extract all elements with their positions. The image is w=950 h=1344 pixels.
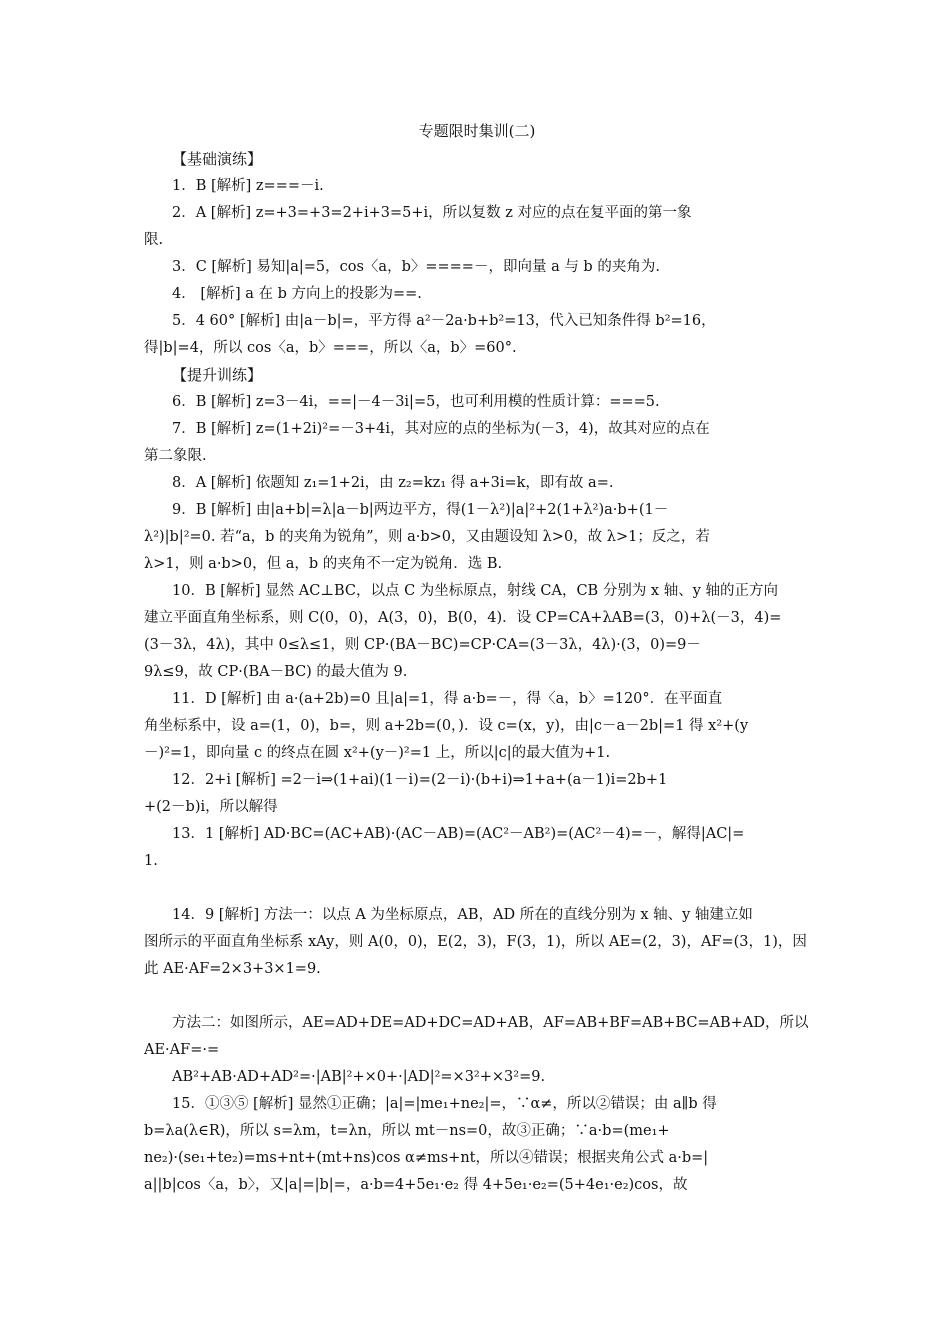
blank-spacer [144, 983, 810, 1010]
text-line: 角坐标系中，设 a=(1，0)，b=，则 a+2b=(0，)．设 c=(x，y)，由|c－a－2b|=1 得 x²+(y [144, 718, 749, 734]
section-heading: 【提升训练】 [172, 366, 263, 384]
text-line: 图所示的平面直角坐标系 xAy，则 A(0，0)，E(2，3)，F(3，1)，所以 AE=(2，3)，AF=(3，1)，因 [144, 934, 807, 950]
text-line: 方法二：如图所示，AE=AD+DE=AD+DC=AD+AB，AF=AB+BF=AB+BC=AB+AD，所以 [172, 1015, 809, 1031]
text-line: AE·AF=·= [144, 1042, 220, 1058]
text-line: λ²)|b|²=0. 若“a，b 的夹角为锐角”，则 a·b>0，又由题设知 λ>0，故 λ>1；反之，若 [144, 529, 710, 545]
text-line: λ>1，则 a·b>0，但 a，b 的夹角不一定为锐角．选 B. [144, 556, 503, 572]
section-heading: 【基础演练】 [172, 150, 263, 168]
text-line: 15．①③⑤ [解析] 显然①正确；|a|=|me₁+ne₂|=，∵α≠，所以②错误；由 a∥b 得 [172, 1096, 717, 1112]
text-line: 限. [144, 232, 164, 248]
text-line: 9λ≤9，故 CP·(BA－BC) 的最大值为 9. [144, 664, 408, 680]
blank-spacer [144, 875, 810, 902]
text-line: 12．2+i [解析] =2－i⇒(1+ai)(1－i)=(2－i)·(b+i)⇒1+a+(a－1)i=2b+1 [172, 772, 668, 788]
text-line: －)²=1，即向量 c 的终点在圆 x²+(y－)²=1 上，所以|c|的最大值为+1. [144, 745, 611, 761]
text-line: +(2－b)i，所以解得 [144, 799, 278, 815]
text-line: (3－3λ，4λ)，其中 0≤λ≤1，则 CP·(BA－BC)=CP·CA=(3－3λ，4λ)·(3，0)=9－ [144, 637, 701, 653]
text-line: b=λa(λ∈R)，所以 s=λm，t=λn，所以 mt－ns=0，故③正确；∵a·b=(me₁+ [144, 1123, 670, 1139]
text-line: ne₂)·(se₁+te₂)=ms+nt+(mt+ns)cos α≠ms+nt，所以④错误；根据夹角公式 a·b=| [144, 1150, 709, 1166]
solution-content [144, 146, 810, 1199]
text-line: 14．9 [解析] 方法一：以点 A 为坐标原点，AB，AD 所在的直线分别为 x 轴、y 轴建立如 [172, 907, 753, 923]
text-line: 此 AE·AF=2×3+3×1=9. [144, 961, 321, 977]
text-line: a||b|cos〈a，b〉，又|a|=|b|=，a·b=4+5e₁·e₂ 得 4+5e₁·e₂=(5+4e₁·e₂)cos，故 [144, 1177, 688, 1193]
text-line: 第二象限. [144, 448, 207, 464]
text-line: 13．1 [解析] AD·BC=(AC+AB)·(AC－AB)=(AC²－AB²)=(AC²－4)=－，解得|AC|= [172, 826, 745, 842]
document-body [144, 116, 810, 1199]
text-line: 11．D [解析] 由 a·(a+2b)=0 且|a|=1，得 a·b=－，得〈a，b〉=120°．在平面直 [172, 691, 723, 707]
text-line: 5．4 60° [解析] 由|a－b|=，平方得 a²－2a·b+b²=13，代入已知条件得 b²=16， [172, 313, 716, 329]
text-line: 3．C [解析] 易知|a|=5，cos〈a，b〉====－，即向量 a 与 b 的夹角为. [172, 259, 660, 275]
page-title: 专题限时集训(二) [418, 122, 536, 140]
text-line: 1. [144, 853, 158, 869]
text-line: 2．A [解析] z=+3=+3=2+i+3=5+i，所以复数 z 对应的点在复平面的第一象 [172, 205, 692, 221]
text-line: 1．B [解析] z===－i. [172, 178, 324, 194]
text-line: 4． [解析] a 在 b 方向上的投影为==. [172, 286, 422, 302]
text-line: 10．B [解析] 显然 AC⊥BC，以点 C 为坐标原点，射线 CA，CB 分别为 x 轴、y 轴的正方向 [172, 583, 779, 599]
text-line: 6．B [解析] z=3－4i，==|－4－3i|=5，也可利用模的性质计算：===5. [172, 394, 660, 410]
text-line: 得|b|=4，所以 cos〈a，b〉===，所以〈a，b〉=60°. [144, 340, 517, 356]
text-line: 8．A [解析] 依题知 z₁=1+2i，由 z₂=kz₁ 得 a+3i=k，即有故 a=. [172, 475, 614, 491]
text-line: AB²+AB·AD+AD²=·|AB|²+×0+·|AD|²=×3²+×3²=9. [172, 1069, 546, 1085]
text-line: 建立平面直角坐标系，则 C(0，0)，A(3，0)，B(0，4)．设 CP=CA+λAB=(3，0)+λ(－3，4)= [144, 610, 782, 626]
text-line: 7．B [解析] z=(1+2i)²=－3+4i，其对应的点的坐标为(－3，4)，故其对应的点在 [172, 421, 710, 437]
text-line: 9．B [解析] 由|a+b|=λ|a－b|两边平方，得(1－λ²)|a|²+2(1+λ²)a·b+(1－ [172, 502, 669, 518]
